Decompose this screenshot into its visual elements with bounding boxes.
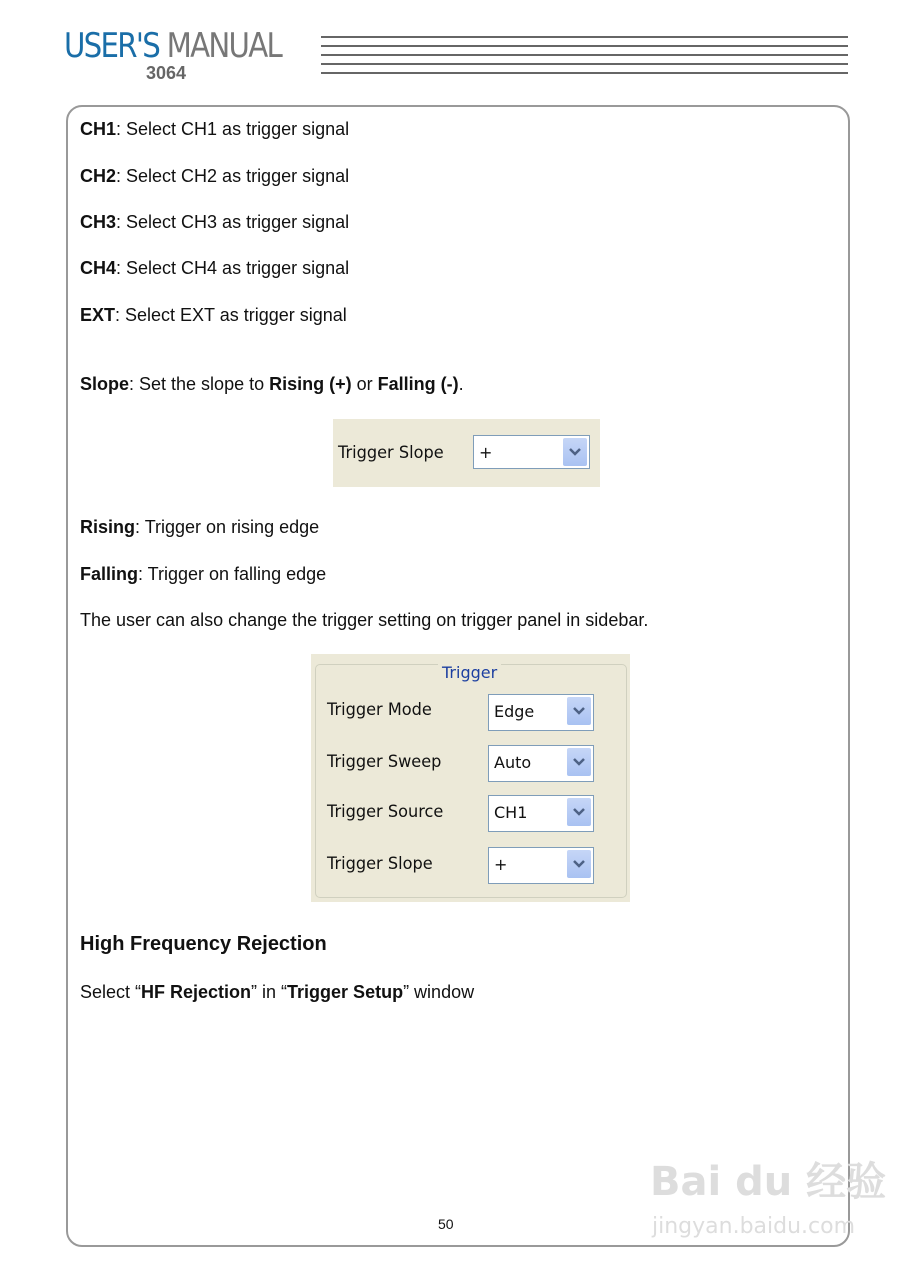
header-rule: [321, 45, 848, 47]
trigger-sweep-select[interactable]: Auto: [488, 745, 594, 782]
section-heading: High Frequency Rejection: [80, 933, 327, 955]
sidebar-note: The user can also change the trigger setting on trigger panel in sidebar.: [80, 610, 649, 630]
slope-line: Slope: Set the slope to Rising (+) or Falling (-).: [80, 374, 464, 394]
ch1-line: CH1: Select CH1 as trigger signal: [80, 119, 350, 139]
trigger-slope-select[interactable]: +: [488, 847, 594, 884]
hf-instruction: Select “HF Rejection” in “Trigger Setup” window: [80, 982, 475, 1002]
ch3-line: CH3: Select CH3 as trigger signal: [80, 212, 350, 232]
chevron-down-icon: [567, 850, 591, 878]
model-number: 3064: [146, 63, 187, 83]
rising-line: Rising: Trigger on rising edge: [80, 517, 320, 537]
chevron-down-icon: [563, 438, 587, 466]
header-rule: [321, 36, 848, 38]
header-rule: [321, 63, 848, 65]
chevron-down-icon: [567, 697, 591, 725]
header-rule: [321, 54, 848, 56]
watermark-logo: Bai du 经验: [650, 1159, 887, 1205]
chevron-down-icon: [567, 798, 591, 826]
header-rule: [321, 72, 848, 74]
ch4-line: CH4: Select CH4 as trigger signal: [80, 258, 350, 278]
trigger-group: Trigger: [315, 664, 627, 898]
falling-line: Falling: Trigger on falling edge: [80, 564, 327, 584]
ext-line: EXT: Select EXT as trigger signal: [80, 305, 347, 325]
trigger-panel-screenshot: Trigger Trigger Mode Edge Trigger Sweep Auto Trigger Source CH1 Trigger Slope +: [311, 654, 630, 902]
trigger-slope-screenshot: Trigger Slope +: [333, 419, 600, 487]
page-number: 50: [438, 1216, 454, 1232]
manual-logo: USER'S MANUAL: [64, 26, 282, 66]
trigger-mode-select[interactable]: Edge: [488, 694, 594, 731]
trigger-source-select[interactable]: CH1: [488, 795, 594, 832]
ch2-line: CH2: Select CH2 as trigger signal: [80, 166, 350, 186]
chevron-down-icon: [567, 748, 591, 776]
watermark-url: jingyan.baidu.com: [652, 1214, 856, 1239]
trigger-slope-select[interactable]: +: [473, 435, 590, 469]
